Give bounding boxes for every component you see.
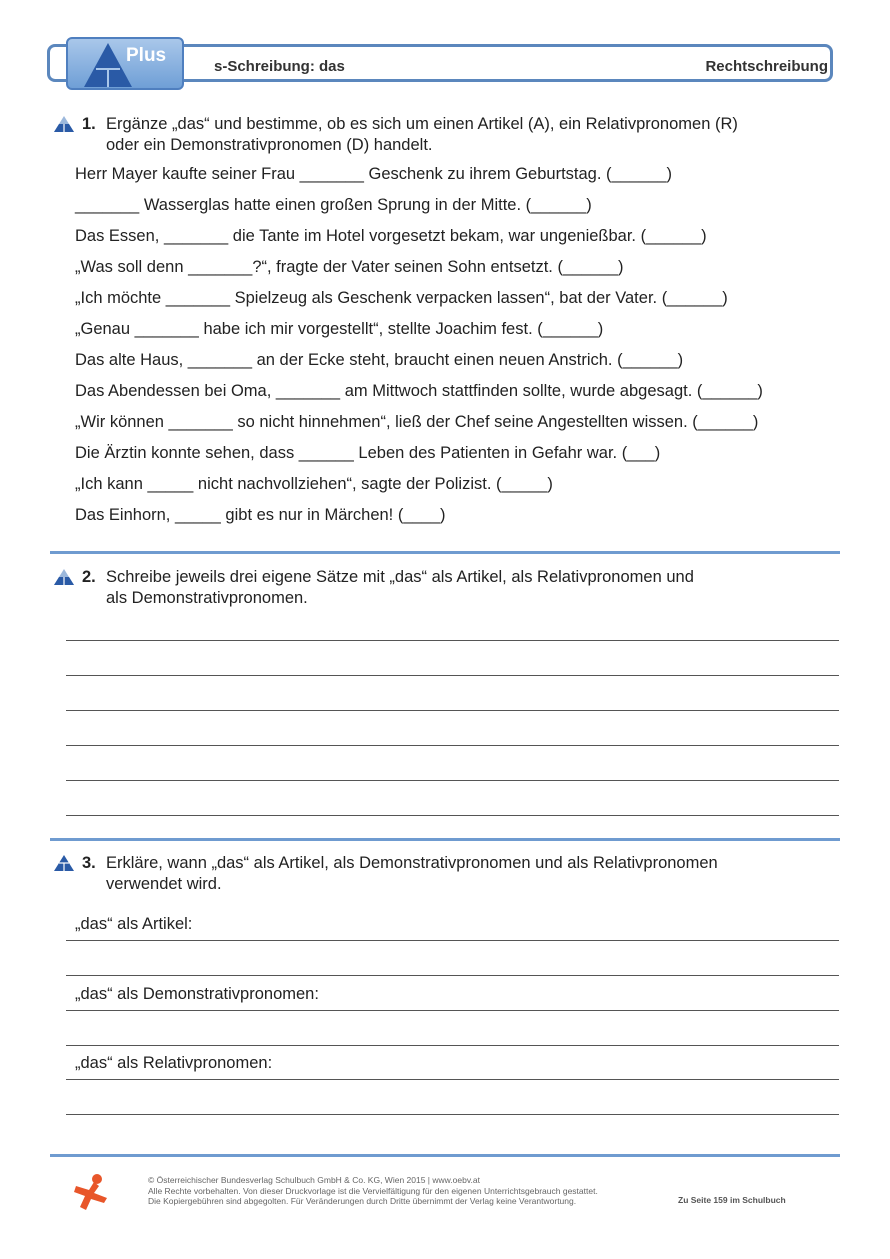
task-3-instruction (54, 853, 814, 897)
label-demonstrative: „das“ als Demonstrativpronomen: (75, 985, 319, 1003)
exercise-sentence: „Ich kann _____ nicht nachvollziehen“, sagte der Polizist. (_____) (75, 475, 553, 493)
section-divider (50, 838, 840, 841)
task-2-instruction (54, 567, 814, 611)
instruction-line: Ergänze „das“ und bestimme, ob es sich um einen Artikel (A), ein Relativpronomen (R) (106, 115, 738, 133)
footer-line: © Österreichischer Bundesverlag Schulbuch GmbH & Co. KG, Wien 2015 | www.oebv.at (148, 1175, 480, 1185)
task-number: 1. (82, 115, 96, 133)
footer-line: Alle Rechte vorbehalten. Von dieser Druckvorlage ist die Vervielfältigung für den eigenen Unterrichtsgebrauch gestattet. (148, 1185, 598, 1196)
writing-line[interactable] (66, 1079, 839, 1080)
subject-label: Rechtschreibung (705, 58, 828, 75)
writing-line[interactable] (66, 815, 839, 816)
writing-line[interactable] (66, 1114, 839, 1115)
exercise-sentence: _______ Wasserglas hatte einen großen Sprung in der Mitte. (______) (75, 196, 592, 214)
writing-line[interactable] (66, 780, 839, 781)
instruction-line: Schreibe jeweils drei eigene Sätze mit „das“ als Artikel, als Relativpronomen und (106, 568, 694, 586)
textbook-reference: Zu Seite 159 im Schulbuch (678, 1195, 786, 1205)
footer-line: Die Kopiergebühren sind abgegolten. Für Veränderungen durch Dritte übernimmt der Verlag keine Verantwortung. (148, 1196, 577, 1206)
exercise-sentence: „Ich möchte _______ Spielzeug als Geschenk verpacken lassen“, bat der Vater. (______) (75, 289, 728, 307)
plus-logo (66, 37, 184, 90)
exercise-sentence: „Genau _______ habe ich mir vorgestellt“, stellte Joachim fest. (______) (75, 320, 604, 338)
writing-line[interactable] (66, 975, 839, 976)
logo-text: Plus (126, 45, 167, 66)
writing-line[interactable] (66, 640, 839, 641)
task-1-instruction (54, 114, 814, 158)
exercise-sentence: „Wir können _______ so nicht hinnehmen“, ließ der Chef seine Angestellten wissen. (______) (75, 413, 759, 431)
label-relative: „das“ als Relativpronomen: (75, 1054, 273, 1072)
level-triangle-icon (54, 569, 74, 585)
task-number: 3. (82, 854, 96, 872)
exercise-sentence: Das alte Haus, _______ an der Ecke steht, braucht einen neuen Anstrich. (______) (75, 351, 684, 369)
instruction-line: oder ein Demonstrativpronomen (D) handelt. (106, 136, 433, 154)
writing-line[interactable] (66, 710, 839, 711)
page-title: s-Schreibung: das (214, 58, 345, 75)
writing-line[interactable] (66, 940, 839, 941)
writing-line[interactable] (66, 1045, 839, 1046)
exercise-sentence: Das Essen, _______ die Tante im Hotel vorgesetzt bekam, war ungenießbar. (______) (75, 227, 707, 245)
level-triangle-icon (54, 116, 74, 132)
copyright-notice (148, 1175, 668, 1207)
exercise-sentence: Das Einhorn, _____ gibt es nur in Märchen! (____) (75, 506, 446, 524)
exercise-sentence: „Was soll denn _______?“, fragte der Vater seinen Sohn entsetzt. (______) (75, 258, 624, 276)
writing-line[interactable] (66, 675, 839, 676)
level-triangle-icon (54, 855, 74, 871)
footer-divider (50, 1154, 840, 1157)
section-divider (50, 551, 840, 554)
instruction-line: Erkläre, wann „das“ als Artikel, als Demonstrativpronomen und als Relativpronomen (106, 854, 718, 872)
exercise-sentence: Die Ärztin konnte sehen, dass ______ Leben des Patienten in Gefahr war. (___) (75, 444, 661, 462)
instruction-line: als Demonstrativpronomen. (106, 589, 308, 607)
writing-line[interactable] (66, 1010, 839, 1011)
instruction-line: verwendet wird. (106, 875, 222, 893)
writing-line[interactable] (66, 745, 839, 746)
task-number: 2. (82, 568, 96, 586)
label-article: „das“ als Artikel: (75, 915, 193, 933)
exercise-sentence: Das Abendessen bei Oma, _______ am Mittwoch stattfinden sollte, wurde abgesagt. (______) (75, 382, 763, 400)
exercise-sentence: Herr Mayer kaufte seiner Frau _______ Geschenk zu ihrem Geburtstag. (______) (75, 165, 673, 183)
publisher-logo-icon (72, 1172, 110, 1212)
